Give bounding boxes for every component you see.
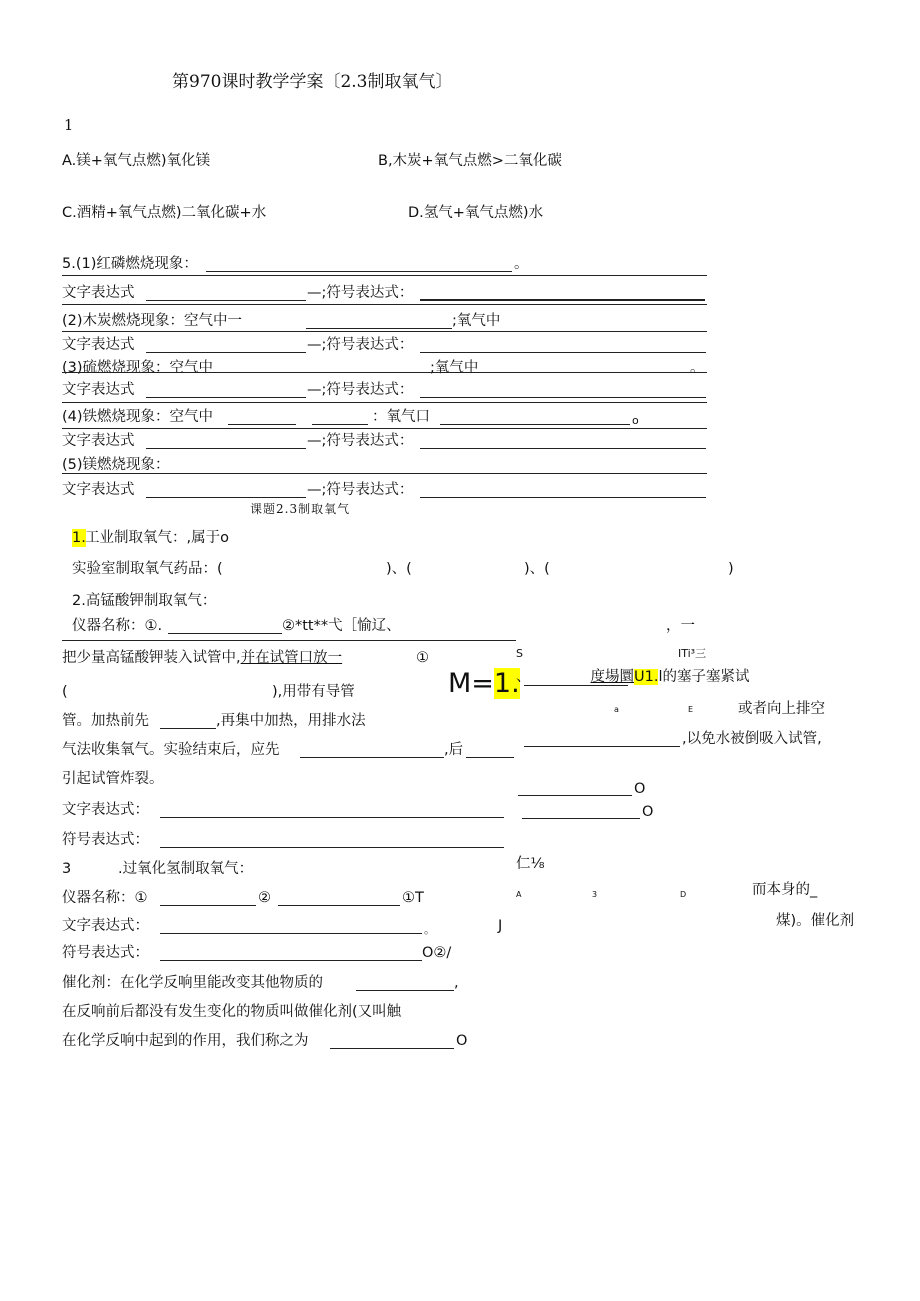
blank-line [146,352,306,353]
catalyst-def-3: 在化学反响中起到的作用，我们称之为 [62,1033,309,1049]
q5-wz-label: 文字表达式 [62,482,135,498]
blank-line [420,397,706,398]
itself-text: 而本身的_ [752,882,818,898]
m-equals: M=1. [448,668,520,699]
blank-line [420,497,706,498]
blank-line [146,497,306,498]
q5-wz-label: 文字表达式 [62,433,135,449]
q5-wz-label: 文字表达式 [62,285,135,301]
blank-line [524,746,680,747]
blank-line [206,271,512,272]
fh-label: 符号表达式： [62,832,149,848]
catalyst-def-1-end: , [454,975,459,991]
backflow-text: ,以免水被倒吸入试管, [682,731,822,747]
blank-line [420,352,706,353]
q5-line9-label: (5)镁燃烧现象： [62,457,170,473]
option-c: C.酒精+氧气点燃)二氧化碳+水 [62,205,267,221]
stray-s: S [516,647,523,660]
q5-line5-mid: ;氧气中 [430,360,479,376]
row-rule [62,473,707,474]
blank-line [160,817,504,818]
blank-line [330,1048,454,1049]
q5-line7-label: (4)铁燃烧现象：空气中 [62,409,214,425]
lab-reagents-label: 实验室制取氧气药品：( [72,561,223,577]
stray-ren: 仁⅛ [516,856,545,872]
q5-line7-mid: ：氧气口 [372,409,430,425]
catalyst-def-1: 催化剂：在化学反响里能改变其他物质的 [62,975,323,991]
concentrate-text: ,再集中加热，用排水法 [216,713,366,729]
row-rule [62,331,707,332]
q5-line1-label: 5.(1)红磷燃烧现象： [62,256,198,272]
collect-text: 气法收集氧气。实验结束后，应先 [62,742,280,758]
blank-line [518,795,632,796]
section2-title: 2.高锰酸钾制取氧气： [72,593,217,609]
option-a: A.镁+氧气点燃)氧化镁 [62,153,211,169]
catalyst-mei-text: 煤)。催化剂 [776,913,855,929]
q5-line3-mid: ;氧气中 [452,313,501,329]
circle-one: ① [416,650,429,666]
q5-line5-end: 。 [690,360,705,376]
blank-line [160,960,422,961]
blank-line [466,757,514,758]
paren-sep: )、( [524,561,550,577]
row-rule [62,372,707,373]
step1-text: 把少量高锰酸钾装入试管中,并在试管口放一 [62,650,343,666]
q5-fh-label: —;符号表达式： [307,482,414,498]
section1-text: 工业制取氧气：,属于o [85,530,229,546]
section3-title: .过氧化氢制取氧气： [118,861,254,877]
blank-line [306,328,452,329]
right-text-1: 、 度場圜U1.l的塞子塞紧试 [516,669,750,685]
upward-air-text: 或者向上排空 [738,701,825,717]
page-title: 第970课时教学学案〔2.3制取氧气〕 [172,72,453,92]
paren-close: ) [728,561,734,577]
q5-fh-label: —;符号表达式： [307,337,414,353]
q5-wz-label: 文字表达式 [62,382,135,398]
blank-line [522,818,640,819]
stray-j: J [498,918,503,934]
instrument-label-3: 仪器名称：① [62,890,148,906]
blank-line [420,448,706,449]
stray-iti: ITi³三 [678,647,707,660]
section3-number: 3 [62,861,72,877]
row-rule [62,428,707,429]
instrument-2-3: ② [258,890,271,906]
blank-line [160,728,216,729]
section-title: 课题2.3制取氧气 [250,502,351,516]
row-rule [62,275,707,276]
wz-label-3: 文字表达式： [62,918,149,934]
wz-end-3: 。 [424,923,435,936]
end-o-2: O [642,804,654,820]
after-text: ,后 [444,742,464,758]
q5-fh-label: —;符号表达式： [307,382,414,398]
stray-three: 3 [592,890,598,899]
instrument-2: ②*tt**弋［愉辽、 [282,618,401,634]
blank-line [420,299,705,301]
blank-line [300,757,444,758]
q5-line1-end: 。 [514,256,529,272]
q5-fh-label: —;符号表达式： [307,285,414,301]
option-d: D.氢气+氧气点燃)水 [408,205,544,221]
instrument-label: 仪器名称：①. [72,618,163,634]
blank-line [524,685,628,686]
question-number: 1 [64,118,74,134]
row-rule [62,402,707,403]
blank-line [146,397,306,398]
fh-label-3: 符号表达式： [62,945,149,961]
stray-a-upper: A [516,890,522,899]
q5-line5-label: (3)硫燃烧现象：空气中 [62,360,214,376]
blank-line [160,847,504,848]
row-rule [62,304,707,305]
blank-line [160,933,422,934]
heating-text: 管。加热前先 [62,713,149,729]
wz-label: 文字表达式： [62,802,149,818]
q5-wz-label: 文字表达式 [62,337,135,353]
with-tube-text: ),用带有导管 [272,684,355,700]
option-b: B,木炭+氧气点燃>二氧化碳 [378,153,562,169]
blank-line [228,424,296,425]
q5-line7-end: o [632,414,639,427]
section1-number: 1. [72,530,86,546]
stray-e: E [688,705,694,714]
row-rule [62,640,516,641]
blank-line [146,300,306,301]
crack-text: 引起试管炸裂。 [62,771,164,787]
end-o-1: O [634,781,646,797]
blank-line [440,424,630,425]
q5-line3-label: (2)木炭燃烧现象：空气中一 [62,313,243,329]
paren-open: ( [62,684,68,700]
catalyst-def-3-end: O [456,1033,468,1049]
catalyst-def-2: 在反响前后都没有发生变化的物质叫做催化剂(又叫触 [62,1004,402,1020]
blank-line [146,448,306,449]
blank-line [160,905,256,906]
blank-line [278,905,400,906]
blank-line [168,633,282,634]
stray-d: D [680,890,687,899]
instrument-3-3: ①T [402,890,424,906]
fh-end-3: O②/ [422,945,452,961]
blank-line [312,424,368,425]
stray-a: a [614,705,619,714]
comma-dash: ，一 [666,618,695,634]
blank-line [356,990,454,991]
paren-sep: )、( [386,561,412,577]
q5-fh-label: —;符号表达式： [307,433,414,449]
